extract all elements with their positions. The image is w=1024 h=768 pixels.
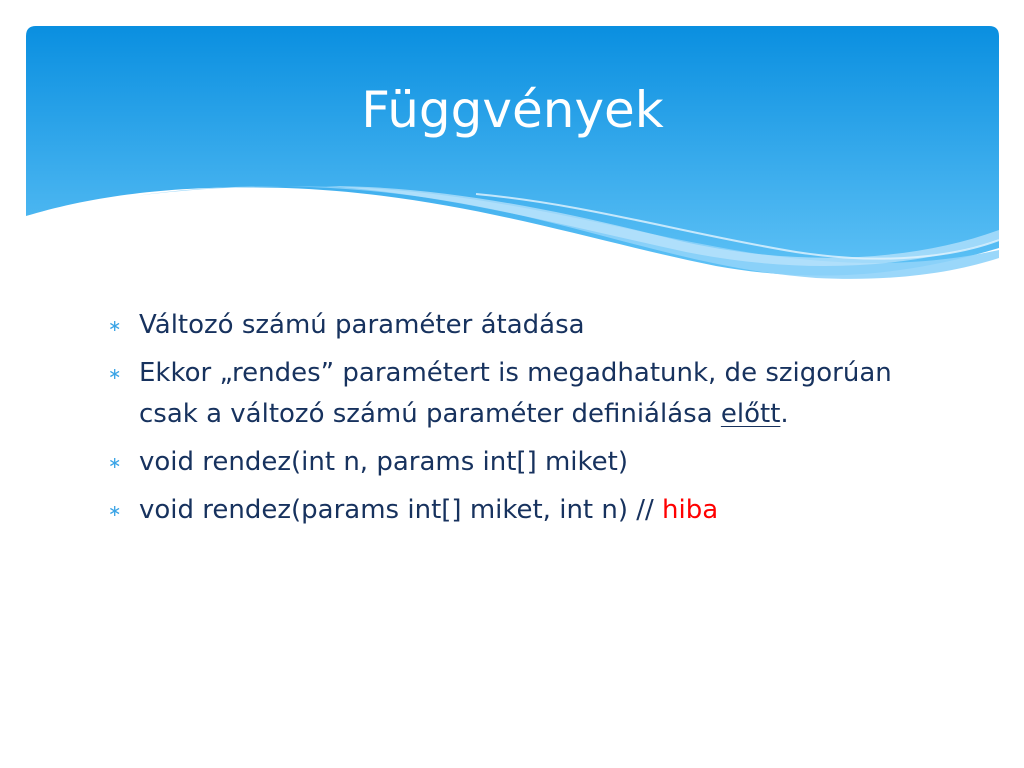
underlined-word: előtt [720,399,781,429]
asterisk-bullet-icon: ∗ [108,364,122,383]
list-item [108,442,928,483]
header-banner [26,26,999,288]
list-item [108,305,928,346]
list-item-text: void rendez(int n, params int[] miket) [139,447,628,477]
bullet-list [108,305,928,538]
list-item-text: Ekkor „rendes” paramétert is megadhatunk, de szigorúan csak a változó számú paraméter definiálása [139,358,892,429]
asterisk-bullet-icon: ∗ [108,501,122,520]
error-highlight-text: hiba [662,495,719,525]
list-item [108,490,928,531]
list-item-punctuation: . [780,399,789,429]
slide-title: Függvények [361,81,664,139]
list-item-text: void rendez(params int[] miket, int n) // [139,495,663,525]
asterisk-bullet-icon: ∗ [108,316,122,335]
list-item-text: Változó számú paraméter átadása [139,310,585,340]
header-wave-graphic [26,26,999,288]
list-item [108,353,928,435]
asterisk-bullet-icon: ∗ [108,453,122,472]
